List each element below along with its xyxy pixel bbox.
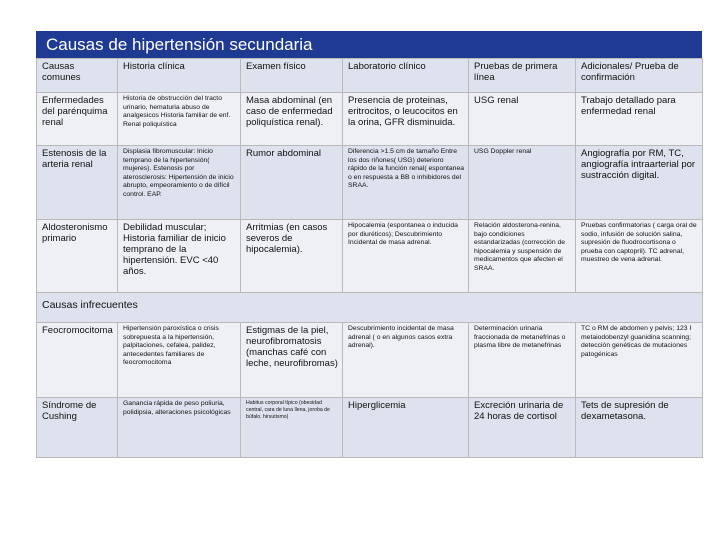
- confirmation-cell: Pruebas confirmatorias ( carga oral de sodio, infusión de solución salina, supresión de fluodrocortisona o prueba con captopril). TC adrenal, muestreo de vena adrenal.: [576, 220, 703, 293]
- header-row: [37, 59, 703, 93]
- confirmation-cell: Trabajo detallado para enfermedad renal: [576, 93, 703, 146]
- first-line-cell: Relación aldosterona-renina, bajo condiciones estandarizadas (corrección de hipocalemia y suspensión de medicamentos que afecten el SRAA.: [469, 220, 576, 293]
- lab-cell: Presencia de proteinas, eritrocitos, o leucocitos en la orina, GFR disminuida.: [343, 93, 469, 146]
- table-row: [37, 220, 703, 293]
- lab-cell: Hiperglicemia: [343, 398, 469, 458]
- exam-cell: Estigmas de la piel, neurofibromatosis (manchas café con leche, neurofibromas): [241, 323, 343, 398]
- first-line-cell: Determinación urinaria fraccionada de metanefrinas o plasma libre de metanefrinas: [469, 323, 576, 398]
- confirmation-cell: TC o RM de abdomen y pelvis; 123 I metaiodobenzyl guanidina scanning; detección genéticas de mutaciones patogénicas: [576, 323, 703, 398]
- exam-cell: Masa abdominal (en caso de enfermedad poliquística renal).: [241, 93, 343, 146]
- confirmation-cell: Angiografía por RM, TC, angiografía intraarterial por sustracción digital.: [576, 146, 703, 220]
- confirmation-cell: Tets de supresión de dexametasona.: [576, 398, 703, 458]
- first-line-cell: USG renal: [469, 93, 576, 146]
- section-row: [37, 293, 703, 323]
- exam-cell: Rumor abdominal: [241, 146, 343, 220]
- hypertension-causes-table: [36, 58, 703, 458]
- table-row: [37, 398, 703, 458]
- header-cell: Laboratorio clínico: [343, 59, 469, 93]
- lab-cell: Diferencia >1.5 cm de tamaño Entre los dos riñones( USG) deterioro rápido de la función renal( espontanea o en respuesta a BB o inhibidores del SRAA.: [343, 146, 469, 220]
- history-cell: Historia de obstrucción del tracto urinario, hematuria abuso de analgesicos Historia familiar de enf. Renal poliquística: [118, 93, 241, 146]
- lab-cell: Hipocalemia (espontanea o inducida por diuréticos); Descubrimiento Incidental de masa adrenal.: [343, 220, 469, 293]
- cause-cell: Feocromocitoma: [37, 323, 118, 398]
- first-line-cell: USG Doppler renal: [469, 146, 576, 220]
- history-cell: Hipertensión paroxística o crisis sobrepuesta a la hipertensión, palpitaciones, cefalea, palidez, antecedentes familiares de feocromocitoma: [118, 323, 241, 398]
- header-cell: Examen físico: [241, 59, 343, 93]
- cause-cell: Síndrome de Cushing: [37, 398, 118, 458]
- lab-cell: Descubrimiento incidental de masa adrenal ( o en algunos casos extra adrenal).: [343, 323, 469, 398]
- history-cell: Ganancia rápida de peso poliuria, polidipsia, alteraciones psicológicas: [118, 398, 241, 458]
- first-line-cell: Excreción urinaria de 24 horas de cortisol: [469, 398, 576, 458]
- table-row: [37, 93, 703, 146]
- section-heading: Causas infrecuentes: [37, 293, 703, 323]
- exam-cell: Habitus corporal típico (obesidad central, cara de luna llena, joroba de búfalo, hirsutismo): [241, 398, 343, 458]
- exam-cell: Arritmias (en casos severos de hipocalemia).: [241, 220, 343, 293]
- cause-cell: Enfermedades del parénquima renal: [37, 93, 118, 146]
- table-row: [37, 323, 703, 398]
- history-cell: Debilidad muscular; Historia familiar de inicio temprano de la hipertensión. EVC <40 años.: [118, 220, 241, 293]
- table-row: [37, 146, 703, 220]
- header-cell: Adicionales/ Prueba de confirmación: [576, 59, 703, 93]
- cause-cell: Aldosteronismo primario: [37, 220, 118, 293]
- slide-title: Causas de hipertensión secundaria: [36, 31, 702, 58]
- header-cell: Historia clínica: [118, 59, 241, 93]
- history-cell: Displasia fibromuscular: Inicio temprano de la hipertensión( mujeres). Estenosis por aterosclerosis: Hipertensión de inicio abrupto, empeoramiento o de difícil control. EAP.: [118, 146, 241, 220]
- cause-cell: Estenosis de la arteria renal: [37, 146, 118, 220]
- header-cell: Pruebas de primera línea: [469, 59, 576, 93]
- header-cell: Causas comunes: [37, 59, 118, 93]
